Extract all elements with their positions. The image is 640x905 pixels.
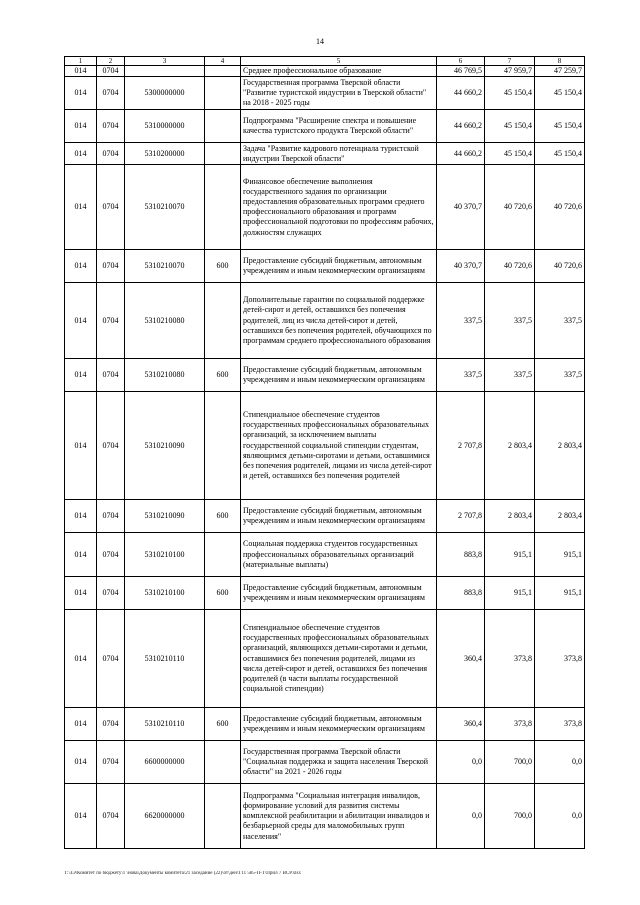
cell-expense-type: [205, 283, 241, 359]
cell-amount-col8: 45 150,4: [535, 110, 585, 143]
budget-table: [64, 56, 585, 849]
cell-description: Государственная программа Тверской области "Развитие туристской индустрии в Тверской области" на 2018 - 2025 годы: [241, 77, 437, 110]
cell-section-code: 0704: [97, 577, 125, 610]
column-number: 2: [97, 57, 125, 66]
cell-admin-code: 014: [65, 283, 97, 359]
table-row: [65, 610, 585, 708]
cell-section-code: 0704: [97, 500, 125, 533]
cell-description: Подпрограмма "Расширение спектра и повышение качества туристского продукта Тверской области": [241, 110, 437, 143]
cell-amount-col7: 45 150,4: [485, 143, 535, 165]
cell-amount-col8: 2 803,4: [535, 392, 585, 500]
table-row: [65, 392, 585, 500]
cell-admin-code: 014: [65, 533, 97, 577]
cell-target-article: 6620000000: [125, 784, 205, 849]
cell-amount-col7: 373,8: [485, 708, 535, 741]
cell-expense-type: [205, 165, 241, 250]
cell-amount-col7: 915,1: [485, 577, 535, 610]
cell-amount-col7: 47 959,7: [485, 66, 535, 77]
column-number: 5: [241, 57, 437, 66]
cell-expense-type: [205, 533, 241, 577]
cell-target-article: 6600000000: [125, 741, 205, 784]
cell-description: Дополнительные гарантии по социальной поддержке детей-сирот и детей, оставшихся без попечения родителей, лиц из числа детей-сирот и детей, оставшихся без попечения родителей, обучающихся по программам среднего профессионального образования: [241, 283, 437, 359]
cell-target-article: [125, 66, 205, 77]
cell-admin-code: 014: [65, 66, 97, 77]
cell-expense-type: [205, 741, 241, 784]
cell-target-article: 5310210100: [125, 533, 205, 577]
column-number: 3: [125, 57, 205, 66]
cell-description: Стипендиальное обеспечение студентов государственных профессиональных образовательных организаций, за исключением выплаты государственной социальной стипендии студентам, являющимся детьми-сиротами и детьми, оставшимися без попечения родителей, лицами из числа детей-сирот и детей, оставшихся без попечения родителей: [241, 392, 437, 500]
cell-expense-type: 600: [205, 708, 241, 741]
file-path-footer: Т:\ЗЭ\Комитет по бюджету\1 \нова\Документы комитета\21 заседание (22)\от\ден\Т11 585-П-Т\Прил 7 ВСР.xlsx: [64, 871, 301, 876]
cell-section-code: 0704: [97, 66, 125, 77]
table-row: [65, 165, 585, 250]
column-number: 4: [205, 57, 241, 66]
cell-amount-col6: 883,8: [437, 577, 485, 610]
cell-expense-type: 600: [205, 577, 241, 610]
cell-amount-col8: 47 259,7: [535, 66, 585, 77]
cell-target-article: 5300000000: [125, 77, 205, 110]
cell-description: Задача "Развитие кадрового потенциала туристской индустрии Тверской области": [241, 143, 437, 165]
cell-admin-code: 014: [65, 77, 97, 110]
table-row: [65, 708, 585, 741]
cell-target-article: 5310200000: [125, 143, 205, 165]
cell-amount-col8: 0,0: [535, 741, 585, 784]
cell-amount-col6: 44 660,2: [437, 110, 485, 143]
cell-section-code: 0704: [97, 708, 125, 741]
cell-amount-col7: 45 150,4: [485, 110, 535, 143]
cell-admin-code: 014: [65, 784, 97, 849]
cell-description: Стипендиальное обеспечение студентов государственных профессиональных образовательных организаций, являющихся детьми-сиротами и детьми, оставшимися без попечения родителей, лицами из числа детей-сирот и детей, оставшихся без попечения родителей (в части выплаты государственной социальной стипендии): [241, 610, 437, 708]
cell-amount-col8: 337,5: [535, 283, 585, 359]
cell-amount-col7: 40 720,6: [485, 165, 535, 250]
cell-amount-col6: 337,5: [437, 283, 485, 359]
table-row: [65, 110, 585, 143]
cell-admin-code: 014: [65, 165, 97, 250]
cell-amount-col8: 337,5: [535, 359, 585, 392]
cell-expense-type: 600: [205, 500, 241, 533]
cell-amount-col8: 40 720,6: [535, 250, 585, 283]
cell-target-article: 5310210090: [125, 392, 205, 500]
cell-amount-col6: 883,8: [437, 533, 485, 577]
cell-amount-col6: 46 769,5: [437, 66, 485, 77]
cell-expense-type: [205, 784, 241, 849]
cell-expense-type: [205, 66, 241, 77]
cell-section-code: 0704: [97, 165, 125, 250]
cell-section-code: 0704: [97, 110, 125, 143]
cell-expense-type: [205, 77, 241, 110]
cell-target-article: 5310210110: [125, 708, 205, 741]
cell-description: Финансовое обеспечение выполнения государственного задания по организации предоставления образовательных программ среднего профессионального образования и программ профессиональной подготовки по профессиям рабочих, должностям служащих: [241, 165, 437, 250]
column-number: 8: [535, 57, 585, 66]
cell-amount-col7: 700,0: [485, 741, 535, 784]
table-row: [65, 533, 585, 577]
cell-amount-col6: 360,4: [437, 610, 485, 708]
cell-target-article: 5310000000: [125, 110, 205, 143]
table-row: [65, 577, 585, 610]
column-number: 7: [485, 57, 535, 66]
cell-admin-code: 014: [65, 359, 97, 392]
cell-amount-col6: 2 707,8: [437, 500, 485, 533]
cell-target-article: 5310210080: [125, 359, 205, 392]
table-row: [65, 500, 585, 533]
cell-amount-col7: 45 150,4: [485, 77, 535, 110]
cell-expense-type: [205, 143, 241, 165]
cell-amount-col6: 2 707,8: [437, 392, 485, 500]
page-number: 14: [316, 37, 324, 46]
cell-target-article: 5310210070: [125, 165, 205, 250]
cell-amount-col7: 373,8: [485, 610, 535, 708]
cell-amount-col8: 45 150,4: [535, 77, 585, 110]
cell-amount-col8: 45 150,4: [535, 143, 585, 165]
cell-description: Предоставление субсидий бюджетным, автономным учреждениям и иным некоммерческим организациям: [241, 708, 437, 741]
cell-section-code: 0704: [97, 77, 125, 110]
cell-description: Среднее профессиональное образование: [241, 66, 437, 77]
cell-section-code: 0704: [97, 143, 125, 165]
table-row: [65, 250, 585, 283]
column-number: 6: [437, 57, 485, 66]
cell-description: Государственная программа Тверской области "Социальная поддержка и защита населения Тверской области" на 2021 - 2026 годы: [241, 741, 437, 784]
cell-section-code: 0704: [97, 741, 125, 784]
cell-amount-col7: 40 720,6: [485, 250, 535, 283]
cell-description: Предоставление субсидий бюджетным, автономным учреждениям и иным некоммерческим организациям: [241, 500, 437, 533]
cell-admin-code: 014: [65, 500, 97, 533]
table-row: [65, 784, 585, 849]
cell-expense-type: 600: [205, 359, 241, 392]
cell-section-code: 0704: [97, 533, 125, 577]
cell-target-article: 5310210110: [125, 610, 205, 708]
cell-amount-col6: 337,5: [437, 359, 485, 392]
table-row: [65, 359, 585, 392]
table-row: [65, 741, 585, 784]
cell-amount-col7: 337,5: [485, 283, 535, 359]
cell-target-article: 5310210080: [125, 283, 205, 359]
table-row: [65, 66, 585, 77]
cell-admin-code: 014: [65, 708, 97, 741]
cell-amount-col6: 44 660,2: [437, 143, 485, 165]
cell-description: Предоставление субсидий бюджетным, автономным учреждениям и иным некоммерческим организациям: [241, 577, 437, 610]
cell-admin-code: 014: [65, 610, 97, 708]
cell-amount-col7: 2 803,4: [485, 392, 535, 500]
cell-admin-code: 014: [65, 741, 97, 784]
table-row: [65, 143, 585, 165]
cell-amount-col8: 40 720,6: [535, 165, 585, 250]
column-number-row: [65, 57, 585, 66]
cell-amount-col7: 337,5: [485, 359, 535, 392]
cell-amount-col6: 40 370,7: [437, 250, 485, 283]
cell-admin-code: 014: [65, 392, 97, 500]
cell-admin-code: 014: [65, 110, 97, 143]
cell-admin-code: 014: [65, 250, 97, 283]
table-row: [65, 77, 585, 110]
cell-description: Предоставление субсидий бюджетным, автономным учреждениям и иным некоммерческим организациям: [241, 250, 437, 283]
cell-amount-col8: 0,0: [535, 784, 585, 849]
cell-admin-code: 014: [65, 577, 97, 610]
cell-expense-type: [205, 392, 241, 500]
cell-section-code: 0704: [97, 610, 125, 708]
cell-section-code: 0704: [97, 784, 125, 849]
cell-amount-col7: 2 803,4: [485, 500, 535, 533]
cell-amount-col7: 700,0: [485, 784, 535, 849]
cell-section-code: 0704: [97, 392, 125, 500]
cell-amount-col8: 2 803,4: [535, 500, 585, 533]
cell-target-article: 5310210090: [125, 500, 205, 533]
cell-admin-code: 014: [65, 143, 97, 165]
cell-amount-col6: 0,0: [437, 784, 485, 849]
cell-section-code: 0704: [97, 283, 125, 359]
column-number: 1: [65, 57, 97, 66]
cell-amount-col8: 373,8: [535, 708, 585, 741]
cell-expense-type: 600: [205, 250, 241, 283]
table-row: [65, 283, 585, 359]
cell-amount-col8: 915,1: [535, 533, 585, 577]
cell-description: Предоставление субсидий бюджетным, автономным учреждениям и иным некоммерческим организациям: [241, 359, 437, 392]
cell-target-article: 5310210100: [125, 577, 205, 610]
cell-amount-col7: 915,1: [485, 533, 535, 577]
cell-expense-type: [205, 110, 241, 143]
cell-section-code: 0704: [97, 359, 125, 392]
cell-target-article: 5310210070: [125, 250, 205, 283]
cell-amount-col8: 373,8: [535, 610, 585, 708]
cell-expense-type: [205, 610, 241, 708]
cell-amount-col6: 44 660,2: [437, 77, 485, 110]
cell-description: Подпрограмма "Социальная интеграция инвалидов, формирование условий для развития системы комплексной реабилитации и абилитации инвалидов и безбарьерной среды для маломобильных групп населения": [241, 784, 437, 849]
cell-description: Социальная поддержка студентов государственных профессиональных образовательных организаций (материальные выплаты): [241, 533, 437, 577]
cell-amount-col8: 915,1: [535, 577, 585, 610]
cell-amount-col6: 0,0: [437, 741, 485, 784]
cell-amount-col6: 360,4: [437, 708, 485, 741]
cell-amount-col6: 40 370,7: [437, 165, 485, 250]
cell-section-code: 0704: [97, 250, 125, 283]
